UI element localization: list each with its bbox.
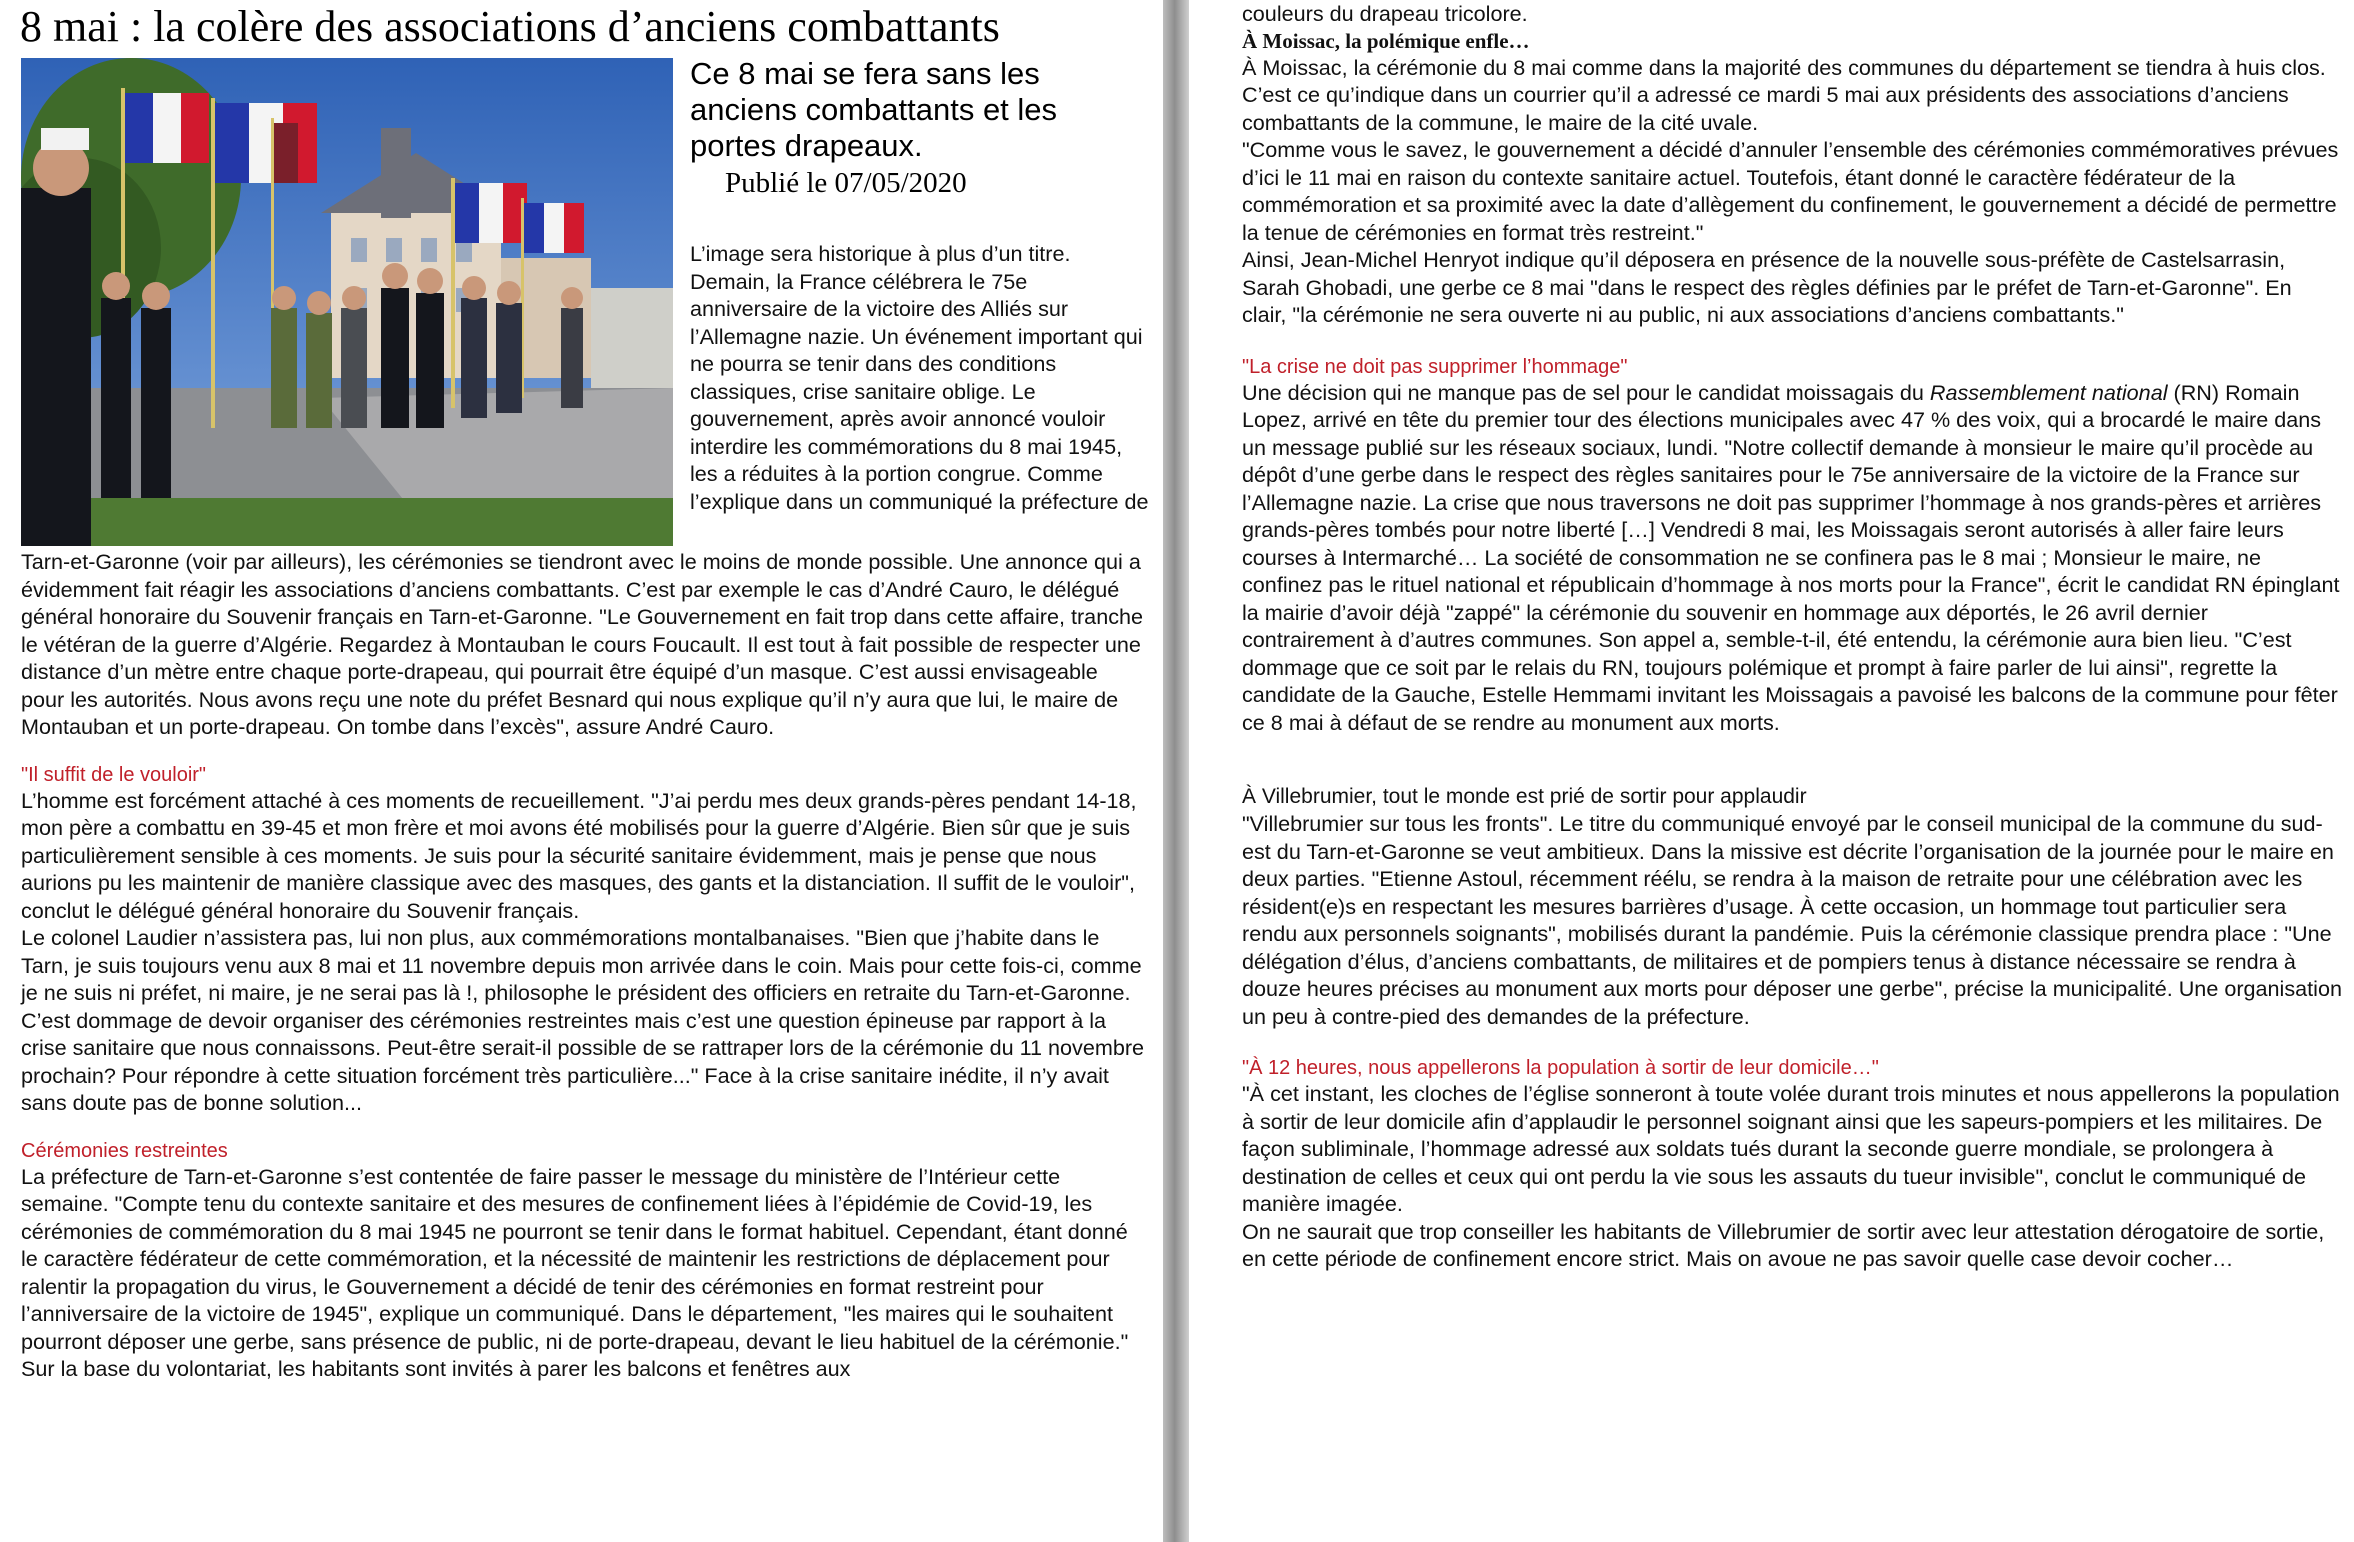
paragraph-grands-peres: L’homme est forcément attaché à ces moments de recueillement. "J’ai perdu mes deux grands-pères pendant 14-18, mon père a combattu en 39-45 et mon frère et moi avons été mobilisés pour la guerre d’Algérie. Bien sûr que je suis particulièrement sensible à ces moments. Je suis pour la sécurité sanitaire évidemment, mais je pense que nous aurions pu les maintenir de manière classique avec des masques, des gants et la distanciation. Il suffit de le vouloir", conclut le délégué général honoraire du Souvenir français. bbox=[21, 787, 1137, 923]
subheading-ceremonies-restreintes: Cérémonies restreintes bbox=[21, 1139, 228, 1162]
intro-paragraph-narrow: L’image sera historique à plus d’un titre. Demain, la France célébrera le 75e anniversaire de la victoire des Alliés sur l’Allemagne nazie. Un événement important qui ne pourra se tenir dans des conditions classiques, crise sanitaire oblige. Le gouvernement, après avoir annoncé vouloir interdire les commémorations du 8 mai 1945, les a réduites à la portion congrue. Comme l’explique dans un communiqué la préfecture de bbox=[690, 241, 1149, 514]
ceremony-photo bbox=[21, 58, 673, 546]
page-left bbox=[0, 0, 1163, 1542]
publication-date: Publié le 07/05/2020 bbox=[725, 167, 967, 199]
intro-paragraph-wide: Tarn-et-Garonne (voir par ailleurs), les cérémonies se tiendront avec le moins de monde possible. Une annonce qui a évidemment fait réagir les associations d’anciens combattants. C’est par exemple le cas d’André Cauro, le délégué général honoraire du Souvenir français en Tarn-et-Garonne. "Le Gouvernement en fait trop dans cette affaire, tranche le vétéran de la guerre d’Algérie. Regardez à Montauban le cours Foucault. Il est tout à fait possible de respecter une distance d’un mètre entre chaque porte-drapeau, qui pourrait être équipé d’un masque. C’est aussi envisageable pour les autorités. Nous avons reçu une note du préfet Besnard qui nous explique qu’il n’y aura que lui, le maire de Montauban et un porte-drapeau. On tombe dans l’excès", assure André Cauro. bbox=[21, 549, 1144, 739]
lede: Ce 8 mai se fera sans les anciens combattants et les portes drapeaux. bbox=[690, 56, 1058, 163]
headline: 8 mai : la colère des associations d’anciens combattants bbox=[20, 2, 1000, 51]
paragraph-villebrumier: "Villebrumier sur tous les fronts". Le titre du communiqué envoyé par le conseil municipal de la commune du sud-est du Tarn-et-Garonne se veut ambitieux. Dans la missive est décrite l’organisation de la journée pour le maire en deux parties. "Etienne Astoul, récemment réélu, se rendra à la maison de retraite pour une célébration avec les résident(e)s en respectant les mesures barrières d’usage. À cette occasion, un hommage tout particulier sera rendu aux personnels soignants", mobilisés durant la pandémie. Puis la cérémonie classique prendra place : "Une délégation d’élus, d’anciens combattants, de militaires et de pompiers tenus à distance nécessaire se rendra à douze heures précises au monument aux morts pour déposer une gerbe", précise la municipalité. Une organisation un peu à contre-pied des demandes de la préfecture. bbox=[1242, 811, 2342, 1029]
paragraph-cloches: "À cet instant, les cloches de l’église sonneront à toute volée durant trois minutes et nous appellerons la population à sortir de leur domicile afin d’applaudir le personnel soignant ainsi que les sapeurs-pompiers et les militaires. De façon subliminale, l’hommage adressé aux soldats tués durant la seconde guerre mondiale, se prolongera à destination de celles et ceux qui ont perdu la vie sous les assauts du tueur invisible", conclut le communiqué de manière imagée. bbox=[1242, 1081, 2340, 1216]
paragraph-moissac-huis-clos: À Moissac, la cérémonie du 8 mai comme dans la majorité des communes du département se tiendra à huis clos. C’est ce qu’indique dans un courrier qu’il a adressé ce mardi 5 mai aux présidents des associations d’anciens combattants de la commune, le maire de la cité uvale. bbox=[1242, 54, 2326, 135]
paragraph-prefecture: La préfecture de Tarn-et-Garonne s’est contentée de faire passer le message du ministère de l’Intérieur cette semaine. "Compte tenu du contexte sanitaire et des mesures de confinement liées à l’épidémie de Covid-19, les cérémonies de commémoration du 8 mai 1945 ne pourront se tenir dans le format habituel. Cependant, étant donné le caractère fédérateur de cette commémoration, et la nécessité de maintenir les restrictions de déplacement pour ralentir la propagation du virus, le Gouvernement a décidé de tenir des cérémonies en format restreint pour l’anniversaire de la victoire de 1945", explique un communiqué. Dans le département, "les maires qui le souhaitent pourront déposer une gerbe, sans présence de public, ni de porte-drapeau, devant le lieu habituel de la cérémonie." Sur la base du volontariat, les habitants sont invités à parer les balcons et fenêtres aux bbox=[21, 1163, 1129, 1381]
paragraph-colonel-laudier: Le colonel Laudier n’assistera pas, lui non plus, aux commémorations montalbanaises. "Bien que j’habite dans le Tarn, je suis toujours venu aux 8 mai et 11 novembre depuis mon arrivée dans le coin. Mais pour cette fois-ci, comme je ne suis ni préfet, ni maire, je ne serai pas là !, philosophe le président des officiers en retraite du Tarn-et-Garonne. C’est dommage de devoir organiser des cérémonies restreintes mais c’est une question épineuse par rapport à la crise sanitaire que nous connaissons. Peut-être serait-il possible de se rattraper lors de la cérémonie du 11 novembre prochain? Pour répondre à cette situation forcément très particulière..." Face à la crise sanitaire inédite, il n’y avait sans doute pas de bonne solution... bbox=[21, 925, 1145, 1115]
right-column-body bbox=[1242, 0, 2342, 1273]
paragraph-attestation: On ne saurait que trop conseiller les habitants de Villebrumier de sortir avec leur attestation dérogatoire de sortie, en cette période de confinement encore strict. Mais on avoue ne pas savoir quelle case devoir cocher… bbox=[1242, 1218, 2325, 1271]
subheading-villebrumier: À Villebrumier, tout le monde est prié de sortir pour applaudir bbox=[1242, 785, 1807, 808]
continuation-line: couleurs du drapeau tricolore. bbox=[1242, 1, 1528, 26]
party-name: Rassemblement national bbox=[1929, 379, 2168, 405]
paragraph-rassemblement-national bbox=[1242, 379, 2342, 737]
paragraph-moissac-quote: "Comme vous le savez, le gouvernement a décidé d’annuler l’ensemble des cérémonies commémoratives prévues d’ici le 11 mai en raison du contexte sanitaire actuel. Toutefois, étant donné le caractère fédérateur de la commémoration et sa proximité avec la date d’allègement du confinement, le gouvernement a décidé de permettre la tenue de cérémonies en format très restreint." bbox=[1242, 137, 2339, 245]
paragraph-rn-start: Une décision qui ne manque pas de sel pour le candidat moissagais du bbox=[1242, 379, 1930, 405]
page-gutter bbox=[1163, 0, 1189, 1542]
subheading-crise-hommage: "La crise ne doit pas supprimer l’hommage" bbox=[1242, 355, 1628, 378]
paragraph-rn-rest: (RN) Romain Lopez, arrivé en tête du premier tour des élections municipales avec 47 % des voix, qui a brocardé le maire dans un message publié sur les réseaux sociaux, lundi. "Notre collectif demande à monsieur le maire qu’il procède au dépôt d’une gerbe dans le respect des règles sanitaires pour le 75e anniversaire de la victoire de la France sur l’Allemagne nazie. La crise que nous traversons ne doit pas supprimer l’hommage à nos grands-pères et arrières grands-pères tombés pour notre liberté […] Vendredi 8 mai, les Moissagais seront autorisés à aller faire leurs courses à Intermarché… La société de consommation ne se confinera pas le 8 mai ; Monsieur le maire, ne confinez pas le rituel national et républicain d’hommage à nos morts pour la France", écrit le candidat RN épinglant la mairie d’avoir déjà "zappé" la cérémonie du souvenir en hommage aux déportés, le 26 avril dernier contrairement à d’autres communes. Son appel a, semble-t-il, été entendu, la cérémonie aura bien lieu. "C’est dommage que ce soit par le relais du RN, toujours polémique et prompt à faire parler de lui ainsi", regrette la candidate de la Gauche, Estelle Hemmami invitant les Moissagais a pavoisé les balcons de la commune pour fêter ce 8 mai à défaut de se rendre au monument aux morts. bbox=[1242, 379, 2340, 735]
subheading-il-suffit: "Il suffit de le vouloir" bbox=[21, 763, 207, 786]
subheading-12-heures: "À 12 heures, nous appellerons la population à sortir de leur domicile…" bbox=[1242, 1057, 1879, 1079]
paragraph-moissac-gerbe: Ainsi, Jean-Michel Henryot indique qu’il déposera en présence de la nouvelle sous-préfète de Castelsarrasin, Sarah Ghobadi, une gerbe ce 8 mai "dans le respect des règles définies par le préfet de Tarn-et-Garonne". En clair, "la cérémonie ne sera ouverte ni au public, ni aux associations d’anciens combattants." bbox=[1242, 247, 2292, 327]
subheading-moissac: À Moissac, la polémique enfle… bbox=[1242, 28, 1530, 53]
left-column-body bbox=[21, 548, 1146, 1383]
